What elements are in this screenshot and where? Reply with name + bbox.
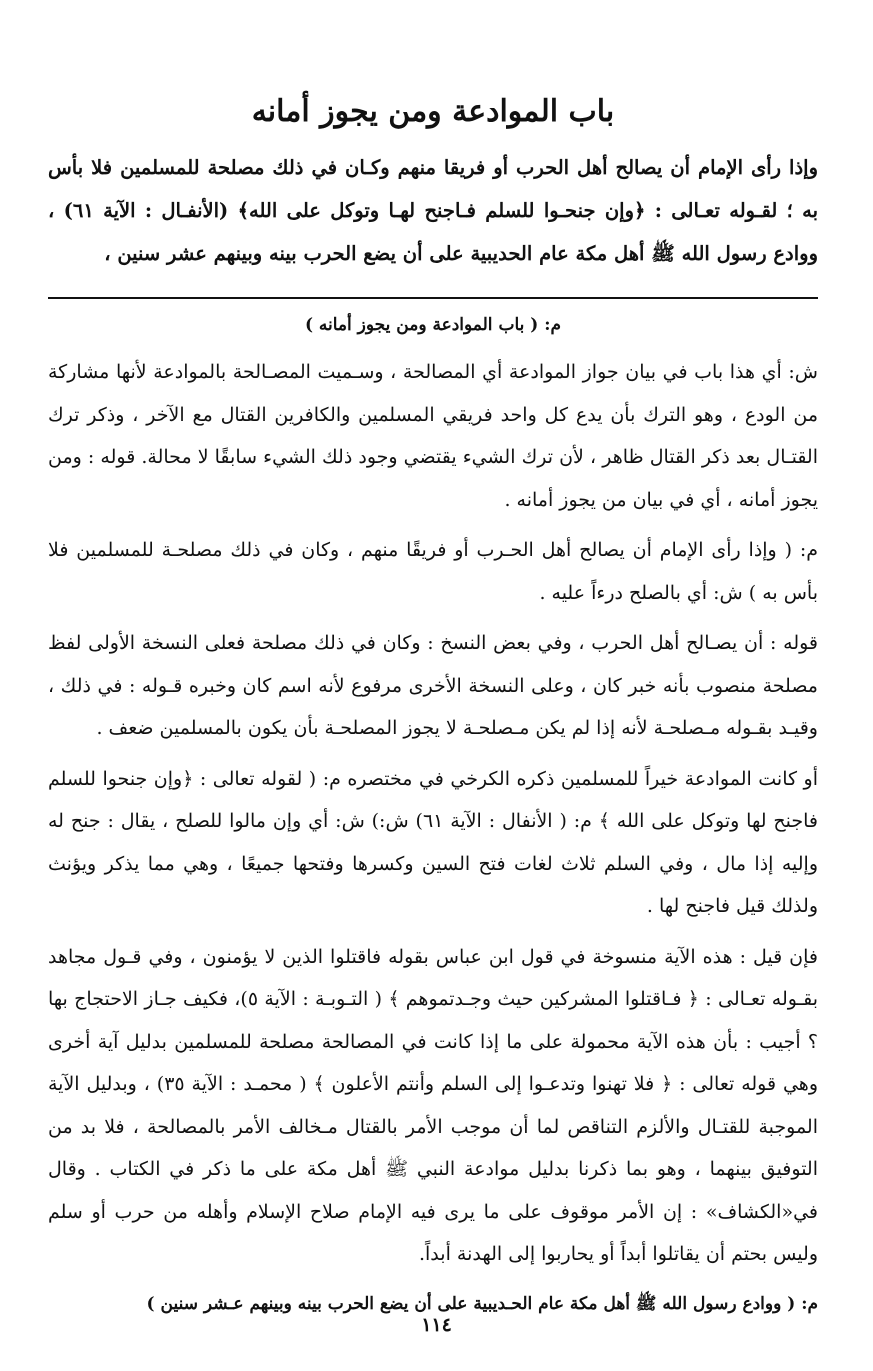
matn-text: وإذا رأى الإمام أن يصالح أهل الحرب أو فريقا منهم وكـان في ذلك مصلحة للمسلمين فلا بأس به ؛ لقـوله تعـالى : ﴿وإن جنحـوا للسلم فـاجنح لهـا وتوكل على الله﴾ (الأنفـال : الآية ٦١) ، ووادع رسول الله ﷺ أهل مكة عام الحديبية على أن يضع الحرب بينه وبينهم عشر سنين ،: [48, 156, 818, 265]
paragraph: قوله : أن يصـالح أهل الحرب ، وفي بعض النسخ : وكان في ذلك مصلحة فعلى النسخة الأولى لفظ مصلحة منصوب بأنه خبر كان ، وعلى النسخة الأخرى مرفوع لأنه اسم كان وخبره قـوله : في ذلك ، وقيـد بقـوله مـصلحـة لأنه إذا لم يكن مـصلحـة لا يجوز المصلحـة بأن يكون بالمسلمين ضعف .: [48, 632, 818, 739]
matn-quote-line: م: ( ووادع رسول الله ﷺ أهل مكة عام الحـديبية على أن يضع الحرب بينه وبينهم عـشر سنين ): [146, 1293, 818, 1314]
chapter-title: باب الموادعة ومن يجوز أمانه: [251, 94, 615, 129]
page: [48, 92, 818, 1324]
paragraph: أو كانت الموادعة خيراً للمسلمين ذكره الكرخي في مختصره م: ( لقوله تعالى : ﴿وإن جنحوا للسلم فاجنح لها وتوكل على الله ﴾ م: ( الأنفال : الآية ٦١) ش:) ش: أي وإن مالوا للصلح ، يقال : جنح له وإليه إذا مال ، وفي السلم ثلاث لغات فتح السين وكسرها وفتحها جميعًا ، وهي مما يذكر ويؤنث ولذلك قيل فاجنح لها .: [48, 767, 818, 917]
sharh-title: م: ( باب الموادعة ومن يجوز أمانه ): [304, 315, 562, 335]
paragraph: فإن قيل : هذه الآية منسوخة في قول ابن عباس بقوله فاقتلوا الذين لا يؤمنون ، وفي قـول مجاهد بقـوله تعـالى : ﴿ فـاقتلوا المشركين حيث وجـدتموهم ﴾ ( التـوبـة : الآية ٥)، فكيف جـاز الاحتجاج بها ؟ أجيب : بأن هذه الآية محمولة على ما إذا كانت في المصالحة مصلحة للمسلمين بدليل آية أخرى وهي قوله تعالى : ﴿ فلا تهنوا وتدعـوا إلى السلم وأنتم الأعلون ﴾ ( محمـد : الآية ٣٥) ، وبدليل الآية الموجبة للقتـال والألزم التناقص لما أن موجب الأمر بالقتال مـخالف الأمر بالمصالحة ، فلا بد من التوفيق بينهما ، وهو بما ذكرنا بدليل موادعة النبي ﷺ أهل مكة على ما ذكر في الكتاب . وقال في«الكشاف» : إن الأمر موقوف على ما يرى فيه الإمام صلاح الإسلام وأهله من حرب أو سلم وليس بحتم أن يقاتلوا أبداً أو يحاربوا إلى الهدنة أبداً.: [48, 945, 819, 1265]
paragraph: م: ( وإذا رأى الإمام أن يصالح أهل الحـرب أو فريقًا منهم ، وكان في ذلك مصلحـة للمسلمين فلا بأس به ) ش: أي بالصلح درءاً عليه .: [48, 539, 818, 604]
page-number: ١١٤: [421, 1314, 452, 1336]
paragraph: ش: أي هذا باب في بيان جواز الموادعة أي المصالحة ، وسـميت المصـالحة بالموادعة لأنها مشاركة من الودع ، وهو الترك بأن يدع كل واحد فريقي المسلمين والكافرين القتال مع الآخر ، وذكر ترك القتـال بعد ذكر القتال ظاهر ، لأن ترك الشيء يقتضي وجود ذلك الشيء سابقًا لا محالة. قوله : ومن يجوز أمانه ، أي في بيان من يجوز أمانه .: [48, 361, 818, 511]
divider: [48, 297, 818, 299]
